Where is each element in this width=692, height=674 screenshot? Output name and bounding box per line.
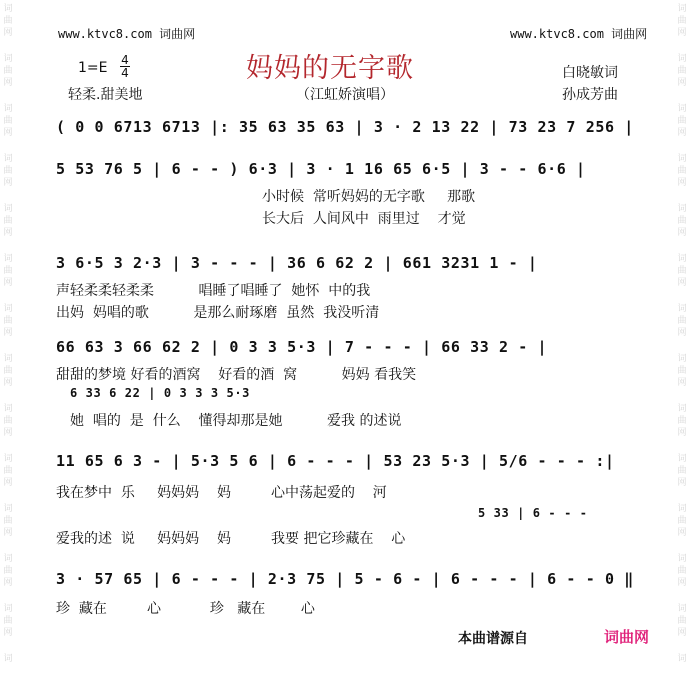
watermark-char: 词 — [677, 604, 687, 614]
watermark-char: 网 — [677, 628, 687, 638]
watermark-char: 词 — [3, 604, 13, 614]
song-title: 妈妈的无字歌 — [246, 53, 414, 84]
watermark-char: 曲 — [677, 66, 687, 76]
watermark-char: 网 — [3, 528, 13, 538]
watermark-char: 词 — [677, 104, 687, 114]
score-row-7-lyric: 爱我的述 说 妈妈妈 妈 我要 把它珍藏在 心 — [56, 531, 406, 547]
watermark-char: 词 — [677, 4, 687, 14]
watermark-char: 词 — [3, 204, 13, 214]
watermark-char: 曲 — [3, 316, 13, 326]
score-row-1-notes: ( 0 0 6713 6713 |: 35 63 35 63 | 3 · 2 13 22 | 73 23 7 256 | — [56, 118, 634, 136]
watermark-char: 词 — [677, 404, 687, 414]
watermark-char: 曲 — [3, 166, 13, 176]
watermark-char: 网 — [3, 578, 13, 588]
watermark-char: 词 — [3, 454, 13, 464]
score-row-3-notes: 3 6·5 3 2·3 | 3 - - - | 36 6 62 2 | 661 3231 1 - | — [56, 254, 538, 272]
watermark-char: 网 — [3, 378, 13, 388]
score-row-5-lyric: 她 唱的 是 什么 懂得却那是她 爱我 的述说 — [70, 413, 402, 429]
watermark-char: 词 — [3, 504, 13, 514]
watermark-char: 曲 — [677, 466, 687, 476]
watermark-char: 网 — [3, 28, 13, 38]
watermark-char: 曲 — [677, 366, 687, 376]
watermark-char: 网 — [677, 128, 687, 138]
watermark-char: 曲 — [3, 216, 13, 226]
watermark-char: 曲 — [3, 416, 13, 426]
watermark-char: 网 — [3, 128, 13, 138]
watermark-char: 曲 — [3, 16, 13, 26]
watermark-char: 词 — [677, 654, 687, 664]
watermark-char: 词 — [677, 154, 687, 164]
watermark-char: 曲 — [3, 66, 13, 76]
watermark-char: 词 — [677, 354, 687, 364]
watermark-char: 网 — [677, 178, 687, 188]
watermark-char: 曲 — [3, 116, 13, 126]
score-row-6-lyric: 我在梦中 乐 妈妈妈 妈 心中荡起爱的 河 — [56, 485, 387, 501]
watermark-char: 词 — [3, 104, 13, 114]
watermark-char: 曲 — [677, 316, 687, 326]
watermark-char: 网 — [677, 78, 687, 88]
singer-credit: （江虹娇演唱） — [296, 87, 394, 103]
watermark-char: 词 — [677, 454, 687, 464]
left-watermark-strip — [0, 0, 18, 674]
watermark-char: 曲 — [677, 166, 687, 176]
score-row-2-notes: 5 53 76 5 | 6 - - ) 6·3 | 3 · 1 16 65 6·5 | 3 - - 6·6 | — [56, 160, 586, 178]
watermark-char: 曲 — [677, 116, 687, 126]
score-row-3-lyric-1: 声轻柔柔轻柔柔 唱睡了唱睡了 她怀 中的我 — [56, 283, 371, 299]
watermark-char: 网 — [677, 578, 687, 588]
watermark-char: 词 — [3, 554, 13, 564]
watermark-char: 词 — [3, 654, 13, 664]
site-url-right: www.ktvc8.com 词曲网 — [510, 27, 648, 41]
score-row-8-notes: 3 · 57 65 | 6 - - - | 2·3 75 | 5 - 6 - | 6 - - - | 6 - - 0 ‖ — [56, 570, 634, 588]
score-row-6-notes: 11 65 6 3 - | 5·3 5 6 | 6 - - - | 53 23 5·3 | 5/6 - - - :| — [56, 452, 615, 470]
watermark-char: 曲 — [677, 616, 687, 626]
watermark-char: 网 — [677, 478, 687, 488]
footer-source: 本曲谱源自 — [458, 631, 528, 647]
watermark-char: 曲 — [677, 566, 687, 576]
watermark-char: 词 — [677, 554, 687, 564]
watermark-char: 网 — [3, 628, 13, 638]
right-watermark-strip — [674, 0, 692, 674]
watermark-char: 词 — [677, 254, 687, 264]
watermark-char: 网 — [3, 478, 13, 488]
watermark-char: 词 — [3, 254, 13, 264]
watermark-char: 曲 — [3, 366, 13, 376]
watermark-char: 词 — [3, 304, 13, 314]
watermark-char: 词 — [677, 54, 687, 64]
key-signature: 1=E — [78, 60, 108, 76]
watermark-char: 网 — [677, 28, 687, 38]
time-signature-bottom: 4 — [121, 66, 129, 80]
watermark-char: 曲 — [3, 466, 13, 476]
watermark-char: 词 — [677, 304, 687, 314]
watermark-char: 网 — [3, 328, 13, 338]
watermark-char: 网 — [3, 428, 13, 438]
site-url-left: www.ktvc8.com 词曲网 — [58, 27, 196, 41]
watermark-char: 曲 — [677, 216, 687, 226]
score-row-2-lyric-1: 小时候 常听妈妈的无字歌 那歌 — [262, 189, 476, 205]
watermark-char: 网 — [677, 428, 687, 438]
footer-logo: 词曲网 — [604, 628, 650, 646]
composer-credit: 孙成芳曲 — [562, 87, 618, 103]
score-row-4-lyric: 甜甜的梦境 好看的酒窝 好看的酒 窝 妈妈 看我笑 — [56, 367, 417, 383]
watermark-char: 网 — [677, 528, 687, 538]
watermark-char: 曲 — [3, 266, 13, 276]
watermark-char: 网 — [3, 178, 13, 188]
watermark-char: 词 — [3, 4, 13, 14]
watermark-char: 网 — [677, 278, 687, 288]
watermark-char: 词 — [3, 404, 13, 414]
score-row-4-notes: 66 63 3 66 62 2 | 0 3 3 5·3 | 7 - - - | 66 33 2 - | — [56, 338, 548, 356]
time-signature-top: 4 — [121, 53, 129, 67]
watermark-char: 曲 — [677, 516, 687, 526]
watermark-char: 网 — [677, 228, 687, 238]
watermark-char: 曲 — [3, 516, 13, 526]
watermark-char: 词 — [677, 504, 687, 514]
watermark-char: 曲 — [677, 16, 687, 26]
lyricist-credit: 白晓敏词 — [562, 65, 618, 81]
watermark-char: 网 — [3, 78, 13, 88]
score-row-2-lyric-2: 长大后 人间风中 雨里过 才觉 — [262, 211, 466, 227]
score-row-8-lyric: 珍 藏在 心 珍 藏在 心 — [56, 601, 315, 617]
watermark-char: 网 — [677, 378, 687, 388]
score-row-7-notes: 5 33 | 6 - - - — [478, 506, 588, 520]
watermark-char: 网 — [3, 228, 13, 238]
score-row-5-notes: 6 33 6 22 | 0 3 3 3 5·3 — [70, 386, 250, 400]
tempo-marking: 轻柔.甜美地 — [68, 87, 143, 103]
time-signature — [120, 54, 130, 79]
watermark-char: 词 — [677, 204, 687, 214]
watermark-char: 词 — [3, 354, 13, 364]
watermark-char: 曲 — [3, 566, 13, 576]
score-row-3-lyric-2: 出妈 妈唱的歌 是那么耐琢磨 虽然 我没听清 — [56, 305, 380, 321]
watermark-char: 词 — [3, 54, 13, 64]
watermark-char: 曲 — [677, 416, 687, 426]
watermark-char: 网 — [677, 328, 687, 338]
watermark-char: 曲 — [677, 266, 687, 276]
watermark-char: 曲 — [3, 616, 13, 626]
watermark-char: 词 — [3, 154, 13, 164]
watermark-char: 网 — [3, 278, 13, 288]
